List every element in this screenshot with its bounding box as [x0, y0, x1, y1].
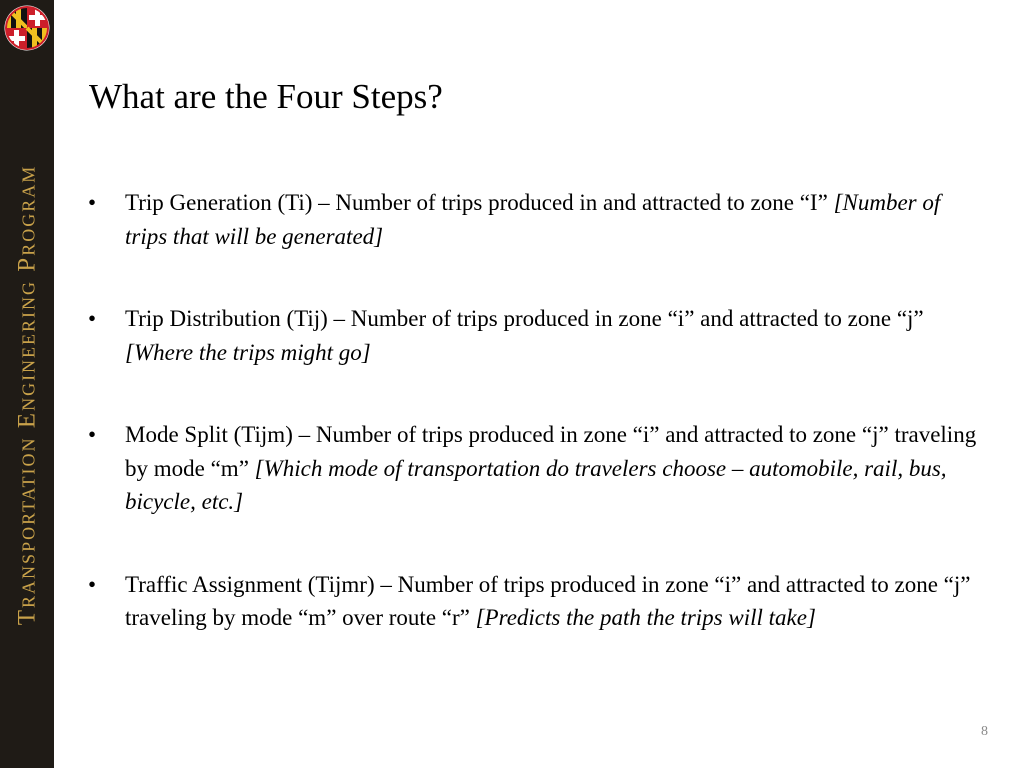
bullet-marker: •	[88, 190, 97, 215]
bullet-text: Trip Distribution (Tij) – Number of trips produced in zone “i” and attracted to zone “j”	[125, 306, 924, 331]
program-name: Transportation Engineering Program	[13, 164, 41, 626]
bullet-traffic-assignment	[88, 568, 988, 635]
slide-title: What are the Four Steps?	[89, 77, 443, 116]
page-number: 8	[981, 724, 988, 739]
bullet-marker: •	[88, 571, 97, 597]
bullet-note: [Which mode of transportation do travelers choose – automobile, rail, bus, bicycle, etc.]	[125, 455, 947, 514]
bullet-note: [Where the trips might go]	[125, 339, 371, 365]
sidebar-banner	[0, 0, 54, 768]
bullet-trip-generation	[88, 186, 988, 253]
bullet-text: Trip Generation (Ti) – Number of trips produced in and attracted to zone “I”	[125, 190, 834, 215]
bullet-trip-distribution	[88, 302, 988, 369]
bullet-text: Mode Split (Tijm) – Number of trips produced in zone “i” and attracted to zone “j” traveling by mode “m”	[125, 422, 977, 481]
bullet-mode-split	[88, 418, 988, 519]
maryland-seal-logo	[4, 5, 50, 51]
bullet-note: [Predicts the path the trips will take]	[475, 605, 816, 630]
bullet-marker: •	[88, 306, 97, 331]
bullet-text: Traffic Assignment (Tijmr) – Number of trips produced in zone “i” and attracted to zone “j” traveling by mode “m” over route “r”	[125, 571, 971, 630]
bullet-note: [Number of trips that will be generated]	[125, 190, 941, 249]
bullet-list	[88, 186, 988, 684]
bullet-marker: •	[88, 422, 97, 447]
